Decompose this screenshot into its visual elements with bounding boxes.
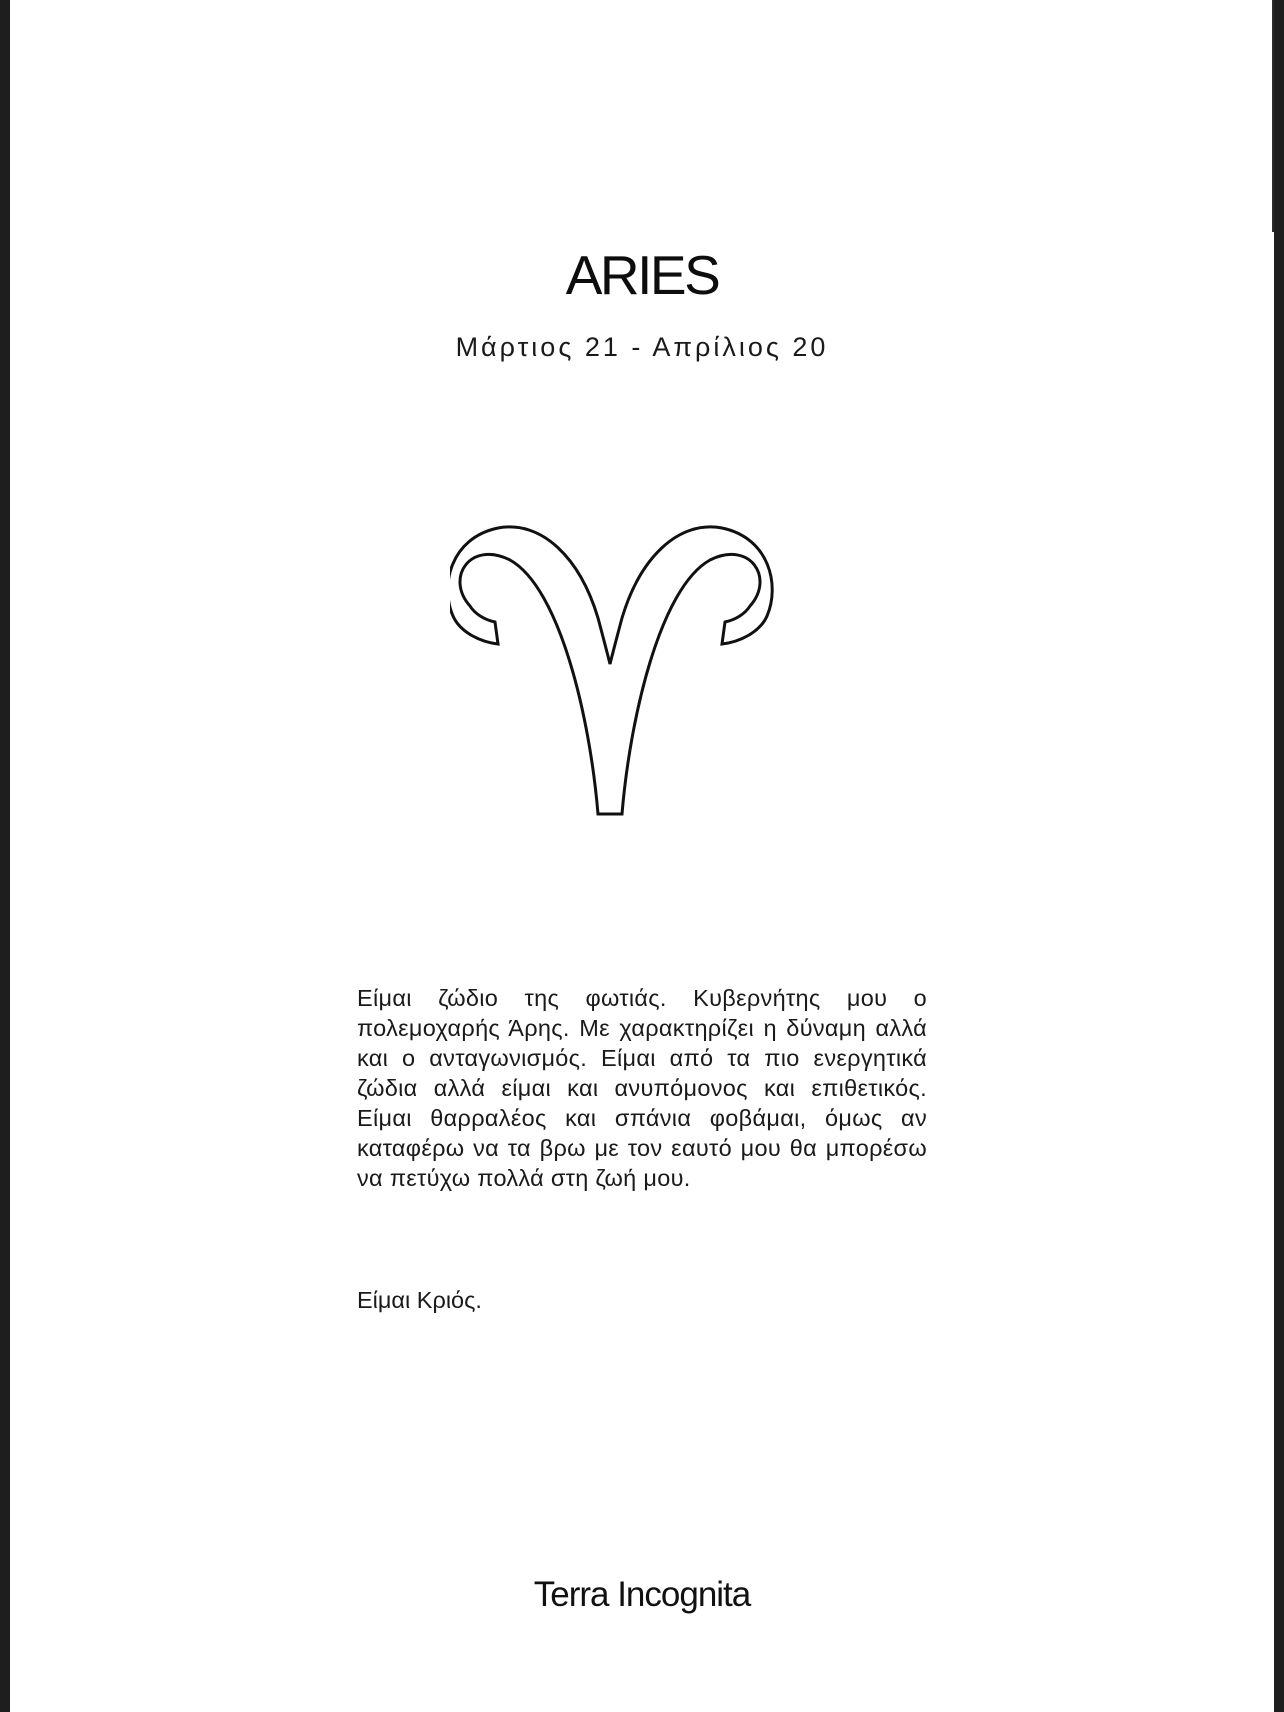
sign-title: ARIES [565,244,719,306]
sign-date-range: Μάρτιος 21 - Απρίλιος 20 [455,332,829,362]
aries-symbol-icon [450,508,850,838]
sign-description: Είμαι ζώδιο της φωτιάς. Κυβερνήτης μου ο πολεμοχαρής Άρης. Με χαρακτηρίζει η δύναμη αλλά και ο ανταγωνισμός. Είμαι από τα πιο ενεργητικά ζώδια αλλά είμαι και ανυπόμονος και επιθετικός. Είμαι θαρραλέος και σπάνια φοβάμαι, όμως αν καταφέρω να τα βρω με τον εαυτό μου θα μπορέσω να πετύχω πολλά στη ζωή μου. [357,985,927,1191]
aries-symbol-outline [450,527,772,814]
document-page [10,0,1274,1712]
brand-name: Terra Incognita [533,1575,751,1614]
page-edge-divider [1272,0,1274,232]
sign-closing-line: Είμαι Κριός. [357,1287,482,1313]
